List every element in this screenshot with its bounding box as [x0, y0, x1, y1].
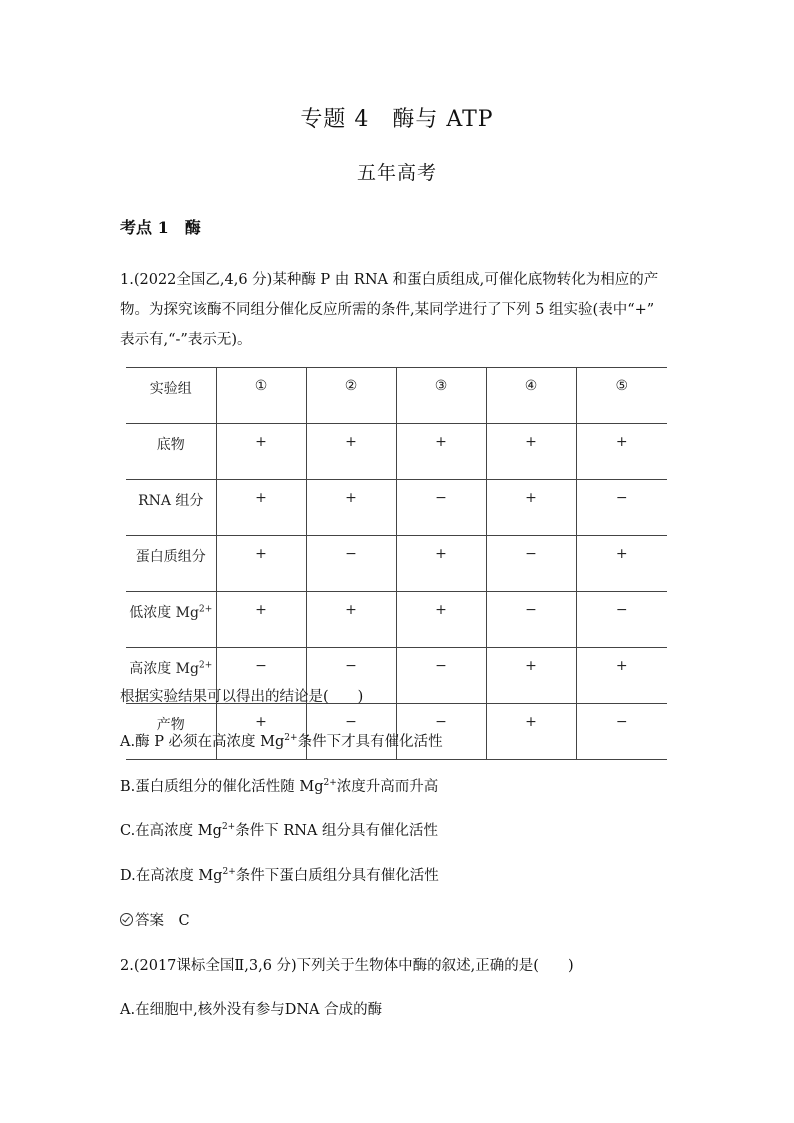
option-b: B.蛋白质组分的催化活性随 $Mg^{2+}$浓度升高而升高: [120, 778, 439, 795]
question2-option-a: A.在细胞中,核外没有参与DNA 合成的酶: [120, 1002, 383, 1018]
question1-stem-line2: 物。为探究该酶不同组分催化反应所需的条件,某同学进行了下列 5 组实验(表中“+”: [120, 302, 655, 318]
table-cell: +: [306, 480, 396, 536]
table-cell: +: [216, 704, 306, 760]
table-cell: +: [576, 536, 667, 592]
table-cell: −: [396, 648, 486, 704]
table-cell: +: [216, 592, 306, 648]
row-label: 低浓度 $Mg^{2+}$: [126, 592, 216, 648]
row-label: 蛋白质组分: [126, 536, 216, 592]
page-title: 专题 4 酶与 ATP: [300, 107, 494, 132]
table-cell: −: [396, 704, 486, 760]
table-cell: +: [216, 536, 306, 592]
answer-label: 答案: [135, 913, 164, 929]
table-header-cell: ④: [486, 368, 576, 424]
row-label: 高浓度 $Mg^{2+}$: [126, 648, 216, 704]
table-cell: +: [486, 480, 576, 536]
table-cell: +: [216, 424, 306, 480]
table-cell: +: [396, 536, 486, 592]
table-cell: +: [576, 424, 667, 480]
table-header-cell: ⑤: [576, 368, 667, 424]
table-cell: +: [306, 424, 396, 480]
option-d: D.在高浓度 $Mg^{2+}$条件下蛋白质组分具有催化活性: [120, 867, 439, 884]
row-label: 产物: [126, 704, 216, 760]
table-header-cell: ③: [396, 368, 486, 424]
question1-prompt: 根据实验结果可以得出的结论是( ): [120, 689, 364, 705]
table-header-cell: ①: [216, 368, 306, 424]
table-cell: +: [396, 424, 486, 480]
answer-value: C: [178, 913, 190, 929]
table-cell: −: [306, 648, 396, 704]
table-cell: −: [396, 480, 486, 536]
table-header-cell: 实验组: [126, 368, 216, 424]
table-cell: +: [486, 424, 576, 480]
table-row: [126, 424, 667, 480]
table-header-cell: ②: [306, 368, 396, 424]
option-c: C.在高浓度 $Mg^{2+}$条件下 RNA 组分具有催化活性: [120, 822, 439, 839]
row-label: RNA 组分: [126, 480, 216, 536]
table-cell: +: [396, 592, 486, 648]
table-cell: −: [486, 592, 576, 648]
table-cell: +: [576, 648, 667, 704]
row-label: 底物: [126, 424, 216, 480]
table-cell: +: [486, 648, 576, 704]
table-cell: −: [216, 648, 306, 704]
table-cell: −: [486, 536, 576, 592]
table-cell: +: [486, 704, 576, 760]
table-cell: −: [576, 704, 667, 760]
table-cell: −: [576, 480, 667, 536]
check-circle-icon: [120, 913, 133, 926]
answer-line: [120, 909, 190, 930]
question1-stem-line3: 表示有,“-”表示无)。: [120, 332, 252, 348]
section-heading: 考点 1 酶: [120, 218, 201, 237]
table-cell: +: [216, 480, 306, 536]
table-cell: −: [306, 536, 396, 592]
table-header-row: [126, 368, 667, 424]
question1-stem-line1: 1.(2022全国乙,4,6 分)某种酶 P 由 RNA 和蛋白质组成,可催化底物转化为相应的产: [120, 272, 659, 288]
table-row: [126, 592, 667, 648]
table-cell: −: [576, 592, 667, 648]
question2-stem: 2.(2017课标全国Ⅱ,3,6 分)下列关于生物体中酶的叙述,正确的是( ): [120, 958, 574, 974]
table-cell: −: [306, 704, 396, 760]
table-row: [126, 480, 667, 536]
table-row: [126, 536, 667, 592]
table-cell: +: [306, 592, 396, 648]
page-subtitle: 五年高考: [356, 162, 437, 184]
option-a: A.酶 P 必须在高浓度 $Mg^{2+}$条件下才具有催化活性: [120, 733, 443, 750]
